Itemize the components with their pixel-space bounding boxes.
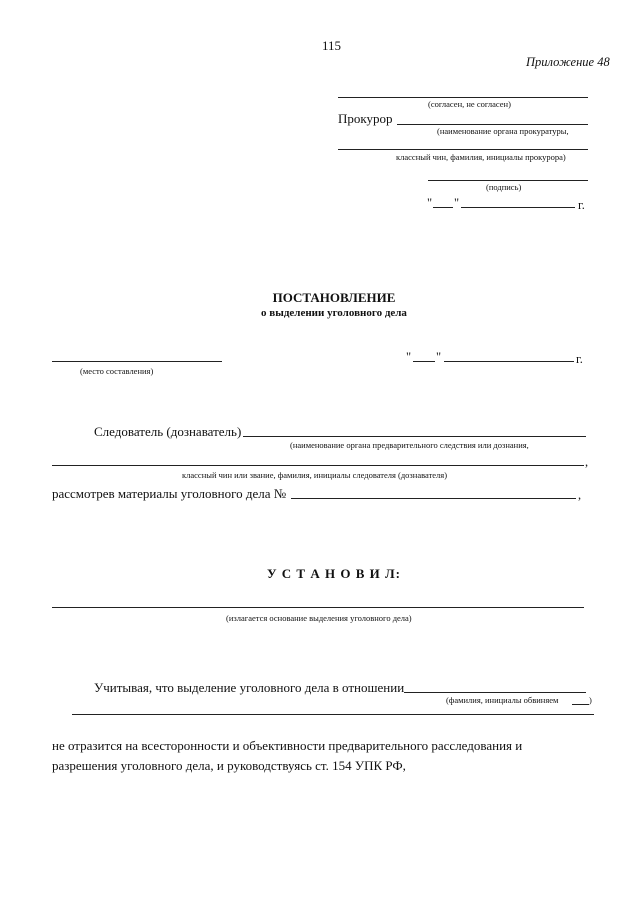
agree-line[interactable] [338, 97, 588, 98]
document-title: ПОСТАНОВЛЕНИЕ [272, 290, 396, 305]
approval-month-year-line[interactable] [461, 207, 575, 208]
signature-caption: (подпись) [486, 182, 522, 192]
place-caption: (место составления) [80, 366, 154, 376]
doc-date-open-quote: " [406, 350, 412, 364]
investigator-label: Следователь (дознаватель) [94, 424, 242, 439]
appendix-label: Приложение 48 [526, 55, 610, 69]
investigator-name-caption: классный чин или звание, фамилия, инициалы следователя (дознавателя) [182, 470, 448, 480]
investigator-name-line-end: , [585, 455, 589, 469]
doc-date-close-quote: " [436, 350, 442, 364]
considering-text: Учитывая, что выделение уголовного дела в отношении [94, 680, 405, 695]
accused-caption: (фамилия, инициалы обвиняем [446, 695, 559, 705]
accused-caption-end: ) [589, 695, 592, 705]
agree-caption: (согласен, не согласен) [428, 99, 511, 109]
doc-day-line[interactable] [413, 361, 435, 362]
basis-caption: (излагается основание выделения уголовного дела) [226, 613, 412, 623]
prosecutor-org-caption: (наименование органа прокуратуры, [437, 126, 569, 136]
prosecutor-org-line[interactable] [397, 124, 588, 125]
place-line[interactable] [52, 361, 222, 362]
approval-date-open-quote: " [427, 196, 433, 210]
prosecutor-name-line[interactable] [338, 149, 588, 150]
investigator-name-line[interactable] [52, 465, 584, 466]
accused-continuation-line[interactable] [72, 714, 594, 715]
approval-date-close-quote: " [454, 196, 460, 210]
body-text-line-1: не отразится на всесторонности и объективности предварительного расследования и [52, 738, 523, 753]
established-heading: У С Т А Н О В И Л: [267, 566, 402, 581]
accused-suffix-line[interactable] [572, 704, 589, 705]
investigator-org-caption: (наименование органа предварительного следствия или дознания, [290, 440, 529, 450]
doc-year-suffix: г. [576, 352, 583, 366]
body-text-line-2: разрешения уголовного дела, и руководствуясь ст. 154 УПК РФ, [52, 758, 406, 773]
case-number-line[interactable] [291, 498, 576, 499]
page-number: 115 [322, 38, 342, 53]
case-number-line-end: , [578, 488, 582, 502]
case-materials-label: рассмотрев материалы уголовного дела № [52, 486, 287, 501]
approval-day-line[interactable] [433, 207, 453, 208]
basis-line[interactable] [52, 607, 584, 608]
approval-year-suffix: г. [578, 198, 585, 212]
signature-line[interactable] [428, 180, 588, 181]
prosecutor-name-caption: классный чин, фамилия, инициалы прокурора) [396, 152, 566, 162]
investigator-org-line[interactable] [243, 436, 586, 437]
accused-line[interactable] [404, 692, 586, 693]
document-subtitle: о выделении уголовного дела [261, 307, 407, 319]
doc-month-year-line[interactable] [444, 361, 574, 362]
prosecutor-label: Прокурор [338, 111, 393, 126]
